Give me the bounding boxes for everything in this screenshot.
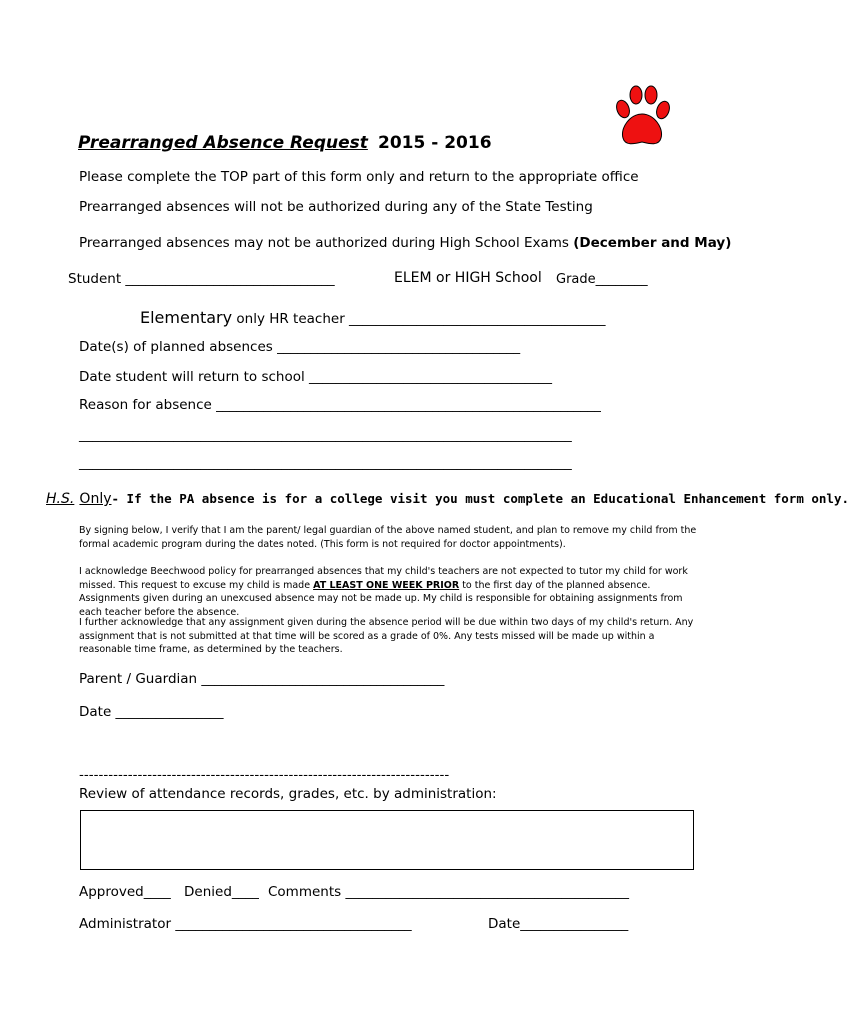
return-date-field[interactable]: Date student will return to school ____________________________________	[79, 369, 553, 385]
admin-review-box[interactable]	[80, 810, 694, 870]
policy-paragraph: I acknowledge Beechwood policy for prearranged absences that my child's teachers are not expected to tutor my child for work missed. This request to excuse my child is made AT LEAST ONE WEEK PRIOR to the first day of the planned absence. Assignments given during an unexcused absence may not be made up. My child is responsible for obtaining assignments from each teacher before the absence.	[79, 566, 688, 618]
administrator-signature-field[interactable]: Administrator ___________________________________	[79, 916, 412, 932]
instruction-3: Prearranged absences may not be authorized during High School Exams (December and May)	[79, 235, 732, 251]
approved-field[interactable]: Approved____	[79, 884, 171, 900]
reason-line[interactable]: _________________________________________________________________________	[79, 455, 572, 471]
hr-teacher-field[interactable]: Elementary only HR teacher ______________________________________	[140, 308, 606, 327]
grade-field[interactable]: Grade________	[556, 272, 648, 287]
exam-months: (December and May)	[573, 235, 732, 251]
school-level-label: ELEM or HIGH School	[394, 270, 542, 286]
assignment-paragraph: I further acknowledge that any assignment given during the absence period will be due within two days of my child's return. Any assignment that is not submitted at that time will be scored as a grade of 0%. Any tests missed will be made up within a reasonable time frame, as determined by the teachers.	[79, 617, 694, 655]
parent-signature-field[interactable]: Parent / Guardian ____________________________________	[79, 671, 445, 687]
divider: ----------------------------------------------------------------------------	[79, 767, 450, 783]
reason-line[interactable]: _________________________________________________________________________	[79, 427, 572, 443]
form-title: Prearranged Absence Request	[78, 133, 368, 153]
hs-notice: H.S. Only- If the PA absence is for a college visit you must complete an Educational Enhancement form only.	[46, 491, 849, 507]
verification-paragraph: By signing below, I verify that I am the parent/ legal guardian of the above named student, and plan to remove my child from the formal academic program during the dates noted. (This form is not required for doctor appointments).	[79, 525, 697, 550]
paw-print-icon	[612, 82, 672, 150]
reason-field[interactable]: Reason for absence _________________________________________________________	[79, 397, 601, 413]
instruction-1: Please complete the TOP part of this form only and return to the appropriate office	[79, 169, 639, 185]
planned-dates-field[interactable]: Date(s) of planned absences ____________________________________	[79, 339, 521, 355]
parent-date-field[interactable]: Date ________________	[79, 704, 224, 720]
comments-field[interactable]: Comments __________________________________________	[268, 884, 629, 900]
denied-field[interactable]: Denied____	[184, 884, 259, 900]
student-field[interactable]: Student _______________________________	[68, 271, 335, 287]
admin-review-label: Review of attendance records, grades, etc. by administration:	[79, 786, 497, 802]
admin-date-field[interactable]: Date________________	[488, 916, 629, 932]
instruction-2: Prearranged absences will not be authorized during any of the State Testing	[79, 199, 593, 215]
school-year: 2015 - 2016	[378, 133, 492, 153]
